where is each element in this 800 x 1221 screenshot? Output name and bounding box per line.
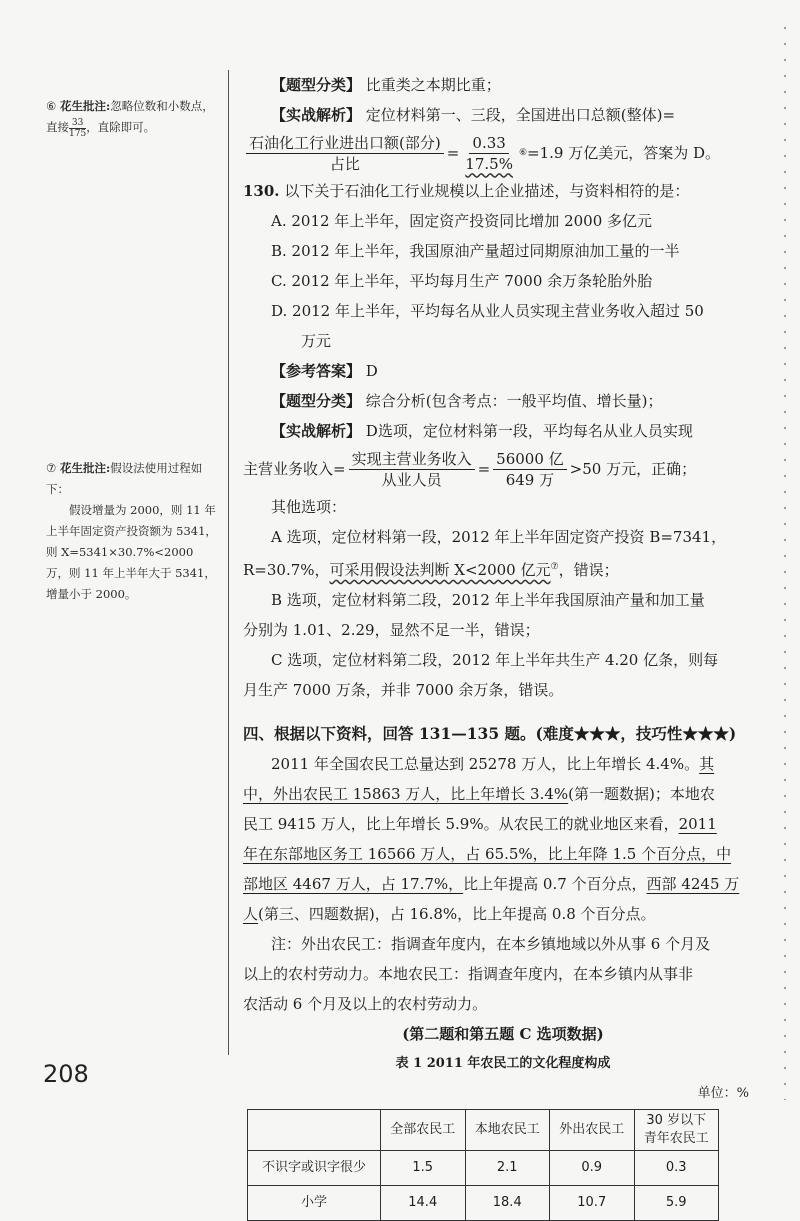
table-cell: 18.4	[465, 1186, 550, 1221]
type-label: 【题型分类】	[271, 392, 362, 410]
equals-sign: =	[446, 144, 460, 162]
table-row	[248, 1186, 719, 1221]
value-fraction	[462, 133, 516, 174]
type-text: 综合分析(包含考点：一般平均值、增长量)；	[365, 392, 663, 410]
type-label: 【题型分类】	[271, 76, 362, 94]
section-title: 四、根据以下资料，回答 131—135 题。(难度★★★，技巧性★★★)	[243, 724, 737, 743]
option-c: C. 2012 年上半年，平均每月生产 7000 余万条轮胎外胎	[271, 272, 653, 290]
underlined-text: 西部 4245 万	[646, 875, 740, 893]
note-text: 忽略位数和小数点，直接	[46, 99, 214, 134]
q129-type-line	[243, 70, 763, 100]
material-line-5	[243, 869, 763, 899]
table-cell: 0.3	[634, 1151, 719, 1186]
underlined-text: 人	[243, 905, 259, 923]
option-c-analysis-cont: 月生产 7000 万条，并非 7000 余万条，错误。	[243, 681, 564, 699]
material-line-2	[243, 779, 763, 809]
material-line-6	[243, 899, 763, 929]
fraction-numerator: 实现主营业务收入	[349, 449, 475, 470]
table-cell: 2.1	[465, 1151, 550, 1186]
fraction-numerator: 56000 亿	[493, 449, 567, 470]
note-line-2: 以上的农村劳动力。本地农民工：指调查年度内，在本乡镇内从事非	[243, 965, 694, 983]
analysis-text: R=30.7%，	[243, 561, 330, 579]
fraction-numerator: 33	[69, 118, 86, 129]
header-cell: 本地农民工	[465, 1110, 550, 1151]
question-stem: 以下关于石油化工行业规模以上企业描述，与资料相符的是：	[284, 182, 690, 200]
note-text: 假设法使用过程如下：	[46, 461, 203, 496]
option-d-continued: 万元	[301, 332, 332, 350]
option-d: D. 2012 年上半年，平均每名从业人员实现主营业务收入超过 50	[271, 302, 704, 320]
note-body: 假设增量为 2000，则 11 年上半年固定资产投资额为 5341，则 X=5341×30.7%<2000 万，则 11 年上半年大于 5341，增量小于 2000。	[46, 503, 217, 601]
row-label: 小学	[248, 1186, 381, 1221]
equation-fraction	[349, 449, 475, 490]
table-header-row	[248, 1110, 719, 1151]
underlined-text: 中，外出农民工 15863 万人，比上年增长 3.4%	[243, 785, 569, 803]
column-divider	[228, 70, 229, 1055]
note-heading: 花生批注:	[59, 461, 111, 475]
note-marker: ⑦	[46, 461, 57, 475]
material-text: 2011 年全国农民工总量达到 25278 万人，比上年增长 4.4%。	[271, 755, 700, 773]
note-reference: ⑥	[518, 148, 528, 158]
note-text-end: ，直除即可。	[86, 120, 156, 134]
table-cell: 10.7	[550, 1186, 635, 1221]
equation-result: =1.9 万亿美元，答案为 D。	[527, 144, 721, 162]
row-label: 不识字或识字很少	[248, 1151, 381, 1186]
material-line-3	[243, 809, 763, 839]
question-number: 130.	[243, 182, 280, 200]
note-marker: ⑥	[46, 99, 57, 113]
note-heading: 花生批注:	[59, 99, 111, 113]
note-reference: ⑦	[550, 562, 559, 572]
approx-sign: =	[477, 460, 491, 478]
underlined-text: 年在东部地区务工 16566 万人，占 65.5%，比上年降 1.5 个百分点，中	[243, 845, 732, 863]
header-cell: 外出农民工	[550, 1110, 635, 1151]
header-cell	[248, 1110, 381, 1151]
answer-value: D	[365, 362, 378, 380]
fraction-denominator: 17.5%	[465, 154, 513, 173]
material-text: (第一题数据)；本地农	[568, 785, 715, 803]
fraction-denominator: 649 万	[505, 470, 555, 489]
fraction-denominator: 175	[69, 128, 87, 139]
underlined-text: 2011	[678, 815, 717, 833]
table-title: 表 1 2011 年农民工的文化程度构成	[395, 1056, 611, 1071]
q129-equation	[243, 130, 763, 176]
equation-lead: 主营业务收入=	[243, 460, 346, 478]
material-text: 比上年提高 0.7 个百分点，	[463, 875, 647, 893]
fraction-numerator: 0.33	[469, 133, 508, 154]
material-line-4	[243, 839, 763, 869]
underlined-text: 其	[699, 755, 715, 773]
margin-note-6	[46, 96, 218, 139]
q129-analysis-line	[243, 100, 763, 130]
table-caption: (第二题和第五题 C 选项数据)	[402, 1025, 604, 1043]
option-b-analysis-cont: 分别为 1.01、2.29，显然不足一半，错误；	[243, 621, 540, 639]
wavy-highlight: 可采用假设法判断 X<2000 亿元	[329, 561, 551, 579]
fraction-denominator: 占比	[329, 154, 360, 173]
header-line: 30 岁以下	[646, 1113, 707, 1128]
analysis-text: D选项，定位材料第一段，平均每名从业人员实现	[365, 422, 693, 440]
page-number: 208	[43, 1060, 89, 1088]
note-fraction	[69, 118, 86, 139]
option-b: B. 2012 年上半年，我国原油产量超过同期原油加工量的一半	[271, 242, 680, 260]
answer-label: 【参考答案】	[271, 362, 362, 380]
table-row	[248, 1151, 719, 1186]
table-cell: 1.5	[381, 1151, 466, 1186]
binding-holes	[784, 20, 786, 1100]
analysis-label: 【实战解析】	[271, 106, 362, 124]
q130-answer-line	[243, 356, 763, 386]
option-a-analysis-cont	[243, 552, 763, 585]
material-text: (第三、四题数据)，占 16.8%，比上年提高 0.8 个百分点。	[258, 905, 656, 923]
header-line: 青年农民工	[643, 1131, 709, 1146]
table-cell: 5.9	[634, 1186, 719, 1221]
table-unit: 单位：%	[697, 1086, 749, 1101]
margin-note-7	[46, 458, 218, 605]
material-text: 民工 9415 万人，比上年增长 5.9%。从农民工的就业地区来看，	[243, 815, 679, 833]
equation-fraction	[246, 133, 444, 174]
header-cell: 全部农民工	[381, 1110, 466, 1151]
q130-equation	[243, 446, 763, 492]
q130-stem	[243, 176, 763, 206]
option-a: A. 2012 年上半年，固定资产投资同比增加 2000 多亿元	[271, 212, 653, 230]
header-cell	[634, 1110, 719, 1151]
fraction-numerator: 石油化工行业进出口额(部分)	[246, 133, 444, 154]
option-a-analysis: A 选项，定位材料第一段，2012 年上半年固定资产投资 B=7341，	[271, 528, 727, 546]
main-column	[243, 70, 763, 1221]
material-line-1	[243, 749, 763, 779]
type-text: 比重类之本期比重；	[365, 76, 501, 94]
value-fraction	[493, 449, 567, 490]
education-table	[247, 1109, 719, 1221]
option-c-analysis: C 选项，定位材料第二段，2012 年上半年共生产 4.20 亿条，则每	[271, 651, 719, 669]
analysis-text-end: ，错误；	[558, 561, 619, 579]
note-line-1: 注：外出农民工：指调查年度内，在本乡镇地域以外从事 6 个月及	[271, 935, 711, 953]
table-cell: 14.4	[381, 1186, 466, 1221]
fraction-denominator: 从业人员	[381, 470, 442, 489]
equation-result: >50 万元，正确；	[569, 460, 697, 478]
note-line-3: 农活动 6 个月及以上的农村劳动力。	[243, 995, 488, 1013]
analysis-text: 定位材料第一、三段，全国进出口总额(整体)=	[365, 106, 676, 124]
q130-analysis-line	[243, 416, 763, 446]
analysis-label: 【实战解析】	[271, 422, 362, 440]
option-b-analysis: B 选项，定位材料第二段，2012 年上半年我国原油产量和加工量	[271, 591, 705, 609]
underlined-text: 部地区 4467 万人，占 17.7%，	[243, 875, 464, 893]
other-options-heading: 其他选项：	[271, 498, 347, 516]
table-cell: 0.9	[550, 1151, 635, 1186]
q130-type-line	[243, 386, 763, 416]
